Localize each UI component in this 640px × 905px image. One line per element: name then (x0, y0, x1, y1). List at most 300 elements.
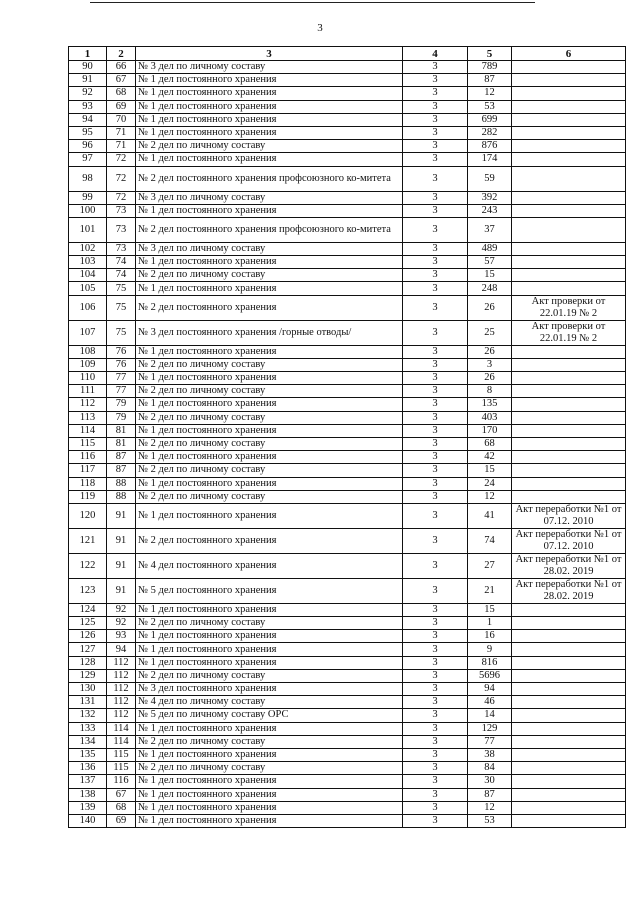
column-4-cell: 3 (403, 398, 468, 411)
note-cell (512, 630, 626, 643)
note-cell (512, 100, 626, 113)
table-row (69, 217, 626, 242)
row-number-cell: 94 (69, 113, 107, 126)
column-4-cell: 3 (403, 126, 468, 139)
table-row (69, 490, 626, 503)
table-row (69, 358, 626, 371)
column-4-cell: 3 (403, 709, 468, 722)
table-row (69, 735, 626, 748)
inventory-description-cell: № 2 дел постоянного хранения (136, 295, 403, 320)
table-row (69, 256, 626, 269)
inventory-description-cell: № 1 дел постоянного хранения (136, 256, 403, 269)
top-rule (90, 2, 535, 3)
row-number-cell: 113 (69, 411, 107, 424)
inventory-description-cell: № 2 дел по личному составу (136, 735, 403, 748)
fond-number-cell: 76 (107, 345, 136, 358)
column-4-cell: 3 (403, 814, 468, 827)
fond-number-cell: 92 (107, 603, 136, 616)
note-cell (512, 748, 626, 761)
row-number-cell: 126 (69, 630, 107, 643)
table-row (69, 477, 626, 490)
column-4-cell: 3 (403, 61, 468, 74)
file-count-cell: 15 (468, 603, 512, 616)
table-row (69, 372, 626, 385)
row-number-cell: 109 (69, 358, 107, 371)
inventory-description-cell: № 1 дел постоянного хранения (136, 126, 403, 139)
fond-number-cell: 77 (107, 385, 136, 398)
row-number-cell: 110 (69, 372, 107, 385)
note-cell (512, 788, 626, 801)
table-row (69, 801, 626, 814)
column-4-cell: 3 (403, 256, 468, 269)
inventory-description-cell: № 3 дел по личному составу (136, 61, 403, 74)
header-cell: 3 (136, 47, 403, 61)
row-number-cell: 136 (69, 762, 107, 775)
fond-number-cell: 73 (107, 242, 136, 255)
table-row (69, 424, 626, 437)
table-row (69, 683, 626, 696)
note-cell (512, 204, 626, 217)
column-4-cell: 3 (403, 464, 468, 477)
row-number-cell: 125 (69, 617, 107, 630)
table-row (69, 385, 626, 398)
row-number-cell: 96 (69, 140, 107, 153)
row-number-cell: 135 (69, 748, 107, 761)
column-4-cell: 3 (403, 100, 468, 113)
note-cell (512, 709, 626, 722)
column-4-cell: 3 (403, 656, 468, 669)
fond-number-cell: 112 (107, 656, 136, 669)
row-number-cell: 93 (69, 100, 107, 113)
note-cell (512, 683, 626, 696)
row-number-cell: 106 (69, 295, 107, 320)
fond-number-cell: 81 (107, 424, 136, 437)
table-row (69, 345, 626, 358)
row-number-cell: 95 (69, 126, 107, 139)
note-cell (512, 411, 626, 424)
fond-number-cell: 69 (107, 814, 136, 827)
inventory-description-cell: № 2 дел по личному составу (136, 762, 403, 775)
fond-number-cell: 92 (107, 617, 136, 630)
fond-number-cell: 91 (107, 578, 136, 603)
column-4-cell: 3 (403, 669, 468, 682)
table-row (69, 166, 626, 191)
column-4-cell: 3 (403, 345, 468, 358)
column-4-cell: 3 (403, 204, 468, 217)
fond-number-cell: 66 (107, 61, 136, 74)
table-row (69, 528, 626, 553)
column-4-cell: 3 (403, 320, 468, 345)
row-number-cell: 99 (69, 191, 107, 204)
table-row (69, 669, 626, 682)
inventory-description-cell: № 1 дел постоянного хранения (136, 282, 403, 295)
note-cell (512, 345, 626, 358)
note-cell (512, 451, 626, 464)
column-4-cell: 3 (403, 282, 468, 295)
column-4-cell: 3 (403, 578, 468, 603)
row-number-cell: 102 (69, 242, 107, 255)
header-cell: 2 (107, 47, 136, 61)
note-cell (512, 191, 626, 204)
file-count-cell: 27 (468, 553, 512, 578)
table-row (69, 762, 626, 775)
file-count-cell: 68 (468, 437, 512, 450)
table-row (69, 464, 626, 477)
column-4-cell: 3 (403, 528, 468, 553)
file-count-cell: 74 (468, 528, 512, 553)
inventory-description-cell: № 1 дел постоянного хранения (136, 345, 403, 358)
inventory-description-cell: № 1 дел постоянного хранения (136, 153, 403, 166)
file-count-cell: 248 (468, 282, 512, 295)
inventory-description-cell: № 1 дел постоянного хранения (136, 814, 403, 827)
inventory-description-cell: № 1 дел постоянного хранения (136, 74, 403, 87)
row-number-cell: 140 (69, 814, 107, 827)
row-number-cell: 92 (69, 87, 107, 100)
fond-number-cell: 114 (107, 735, 136, 748)
table-row (69, 411, 626, 424)
column-4-cell: 3 (403, 295, 468, 320)
note-cell: Акт переработки №1 от 28.02. 2019 (512, 553, 626, 578)
file-count-cell: 12 (468, 490, 512, 503)
fond-number-cell: 69 (107, 100, 136, 113)
column-4-cell: 3 (403, 372, 468, 385)
file-count-cell: 87 (468, 74, 512, 87)
fond-number-cell: 75 (107, 282, 136, 295)
table-row (69, 643, 626, 656)
table-row (69, 398, 626, 411)
note-cell: Акт проверки от 22.01.19 № 2 (512, 295, 626, 320)
note-cell (512, 398, 626, 411)
file-count-cell: 12 (468, 801, 512, 814)
table-row (69, 100, 626, 113)
fond-number-cell: 73 (107, 204, 136, 217)
fond-number-cell: 112 (107, 696, 136, 709)
row-number-cell: 129 (69, 669, 107, 682)
inventory-description-cell: № 1 дел постоянного хранения (136, 204, 403, 217)
fond-number-cell: 114 (107, 722, 136, 735)
table-row (69, 204, 626, 217)
note-cell (512, 166, 626, 191)
fond-number-cell: 87 (107, 451, 136, 464)
file-count-cell: 174 (468, 153, 512, 166)
row-number-cell: 112 (69, 398, 107, 411)
row-number-cell: 139 (69, 801, 107, 814)
fond-number-cell: 112 (107, 683, 136, 696)
note-cell (512, 87, 626, 100)
table-header-row (69, 47, 626, 61)
file-count-cell: 94 (468, 683, 512, 696)
row-number-cell: 105 (69, 282, 107, 295)
fond-number-cell: 77 (107, 372, 136, 385)
note-cell: Акт переработки №1 от 28.02. 2019 (512, 578, 626, 603)
note-cell (512, 113, 626, 126)
inventory-description-cell: № 5 дел постоянного хранения (136, 578, 403, 603)
fond-number-cell: 93 (107, 630, 136, 643)
column-4-cell: 3 (403, 113, 468, 126)
column-4-cell: 3 (403, 74, 468, 87)
fond-number-cell: 91 (107, 553, 136, 578)
inventory-description-cell: № 4 дел постоянного хранения (136, 553, 403, 578)
inventory-description-cell: № 2 дел по личному составу (136, 140, 403, 153)
fond-number-cell: 79 (107, 398, 136, 411)
inventory-description-cell: № 1 дел постоянного хранения (136, 801, 403, 814)
table-row (69, 295, 626, 320)
file-count-cell: 46 (468, 696, 512, 709)
note-cell (512, 437, 626, 450)
file-count-cell: 57 (468, 256, 512, 269)
table-row (69, 617, 626, 630)
column-4-cell: 3 (403, 166, 468, 191)
file-count-cell: 77 (468, 735, 512, 748)
file-count-cell: 3 (468, 358, 512, 371)
file-count-cell: 59 (468, 166, 512, 191)
inventory-description-cell: № 2 дел постоянного хранения профсоюзного ко-митета (136, 217, 403, 242)
fond-number-cell: 88 (107, 477, 136, 490)
fond-number-cell: 71 (107, 126, 136, 139)
file-count-cell: 26 (468, 345, 512, 358)
file-count-cell: 129 (468, 722, 512, 735)
inventory-description-cell: № 1 дел постоянного хранения (136, 372, 403, 385)
inventory-description-cell: № 1 дел постоянного хранения (136, 775, 403, 788)
note-cell (512, 217, 626, 242)
note-cell (512, 61, 626, 74)
file-count-cell: 26 (468, 372, 512, 385)
note-cell (512, 256, 626, 269)
file-count-cell: 9 (468, 643, 512, 656)
archive-table (68, 46, 626, 828)
header-cell: 5 (468, 47, 512, 61)
row-number-cell: 130 (69, 683, 107, 696)
file-count-cell: 392 (468, 191, 512, 204)
column-4-cell: 3 (403, 788, 468, 801)
fond-number-cell: 72 (107, 153, 136, 166)
row-number-cell: 138 (69, 788, 107, 801)
file-count-cell: 38 (468, 748, 512, 761)
inventory-description-cell: № 1 дел постоянного хранения (136, 748, 403, 761)
note-cell (512, 477, 626, 490)
column-4-cell: 3 (403, 643, 468, 656)
note-cell (512, 490, 626, 503)
row-number-cell: 107 (69, 320, 107, 345)
inventory-description-cell: № 4 дел по личному составу (136, 696, 403, 709)
row-number-cell: 103 (69, 256, 107, 269)
inventory-description-cell: № 2 дел по личному составу (136, 669, 403, 682)
fond-number-cell: 116 (107, 775, 136, 788)
note-cell (512, 269, 626, 282)
note-cell (512, 464, 626, 477)
column-4-cell: 3 (403, 762, 468, 775)
inventory-description-cell: № 2 дел постоянного хранения (136, 528, 403, 553)
table-row (69, 722, 626, 735)
table-row (69, 320, 626, 345)
note-cell (512, 603, 626, 616)
file-count-cell: 816 (468, 656, 512, 669)
fond-number-cell: 81 (107, 437, 136, 450)
note-cell (512, 617, 626, 630)
note-cell (512, 372, 626, 385)
column-4-cell: 3 (403, 217, 468, 242)
column-4-cell: 3 (403, 385, 468, 398)
note-cell (512, 126, 626, 139)
column-4-cell: 3 (403, 553, 468, 578)
fond-number-cell: 87 (107, 464, 136, 477)
inventory-description-cell: № 2 дел по личному составу (136, 385, 403, 398)
file-count-cell: 41 (468, 503, 512, 528)
header-cell: 4 (403, 47, 468, 61)
fond-number-cell: 72 (107, 166, 136, 191)
column-4-cell: 3 (403, 477, 468, 490)
fond-number-cell: 70 (107, 113, 136, 126)
row-number-cell: 116 (69, 451, 107, 464)
note-cell (512, 762, 626, 775)
fond-number-cell: 72 (107, 191, 136, 204)
file-count-cell: 26 (468, 295, 512, 320)
column-4-cell: 3 (403, 451, 468, 464)
header-cell: 6 (512, 47, 626, 61)
column-4-cell: 3 (403, 683, 468, 696)
row-number-cell: 115 (69, 437, 107, 450)
inventory-description-cell: № 1 дел постоянного хранения (136, 100, 403, 113)
row-number-cell: 118 (69, 477, 107, 490)
file-count-cell: 170 (468, 424, 512, 437)
table-row (69, 553, 626, 578)
column-4-cell: 3 (403, 153, 468, 166)
fond-number-cell: 112 (107, 709, 136, 722)
table-row (69, 282, 626, 295)
table-row (69, 153, 626, 166)
inventory-description-cell: № 2 дел по личному составу (136, 269, 403, 282)
fond-number-cell: 67 (107, 74, 136, 87)
row-number-cell: 117 (69, 464, 107, 477)
row-number-cell: 128 (69, 656, 107, 669)
column-4-cell: 3 (403, 503, 468, 528)
fond-number-cell: 115 (107, 762, 136, 775)
file-count-cell: 15 (468, 464, 512, 477)
inventory-description-cell: № 1 дел постоянного хранения (136, 630, 403, 643)
note-cell (512, 643, 626, 656)
column-4-cell: 3 (403, 630, 468, 643)
row-number-cell: 104 (69, 269, 107, 282)
table-row (69, 140, 626, 153)
row-number-cell: 100 (69, 204, 107, 217)
inventory-description-cell: № 1 дел постоянного хранения (136, 603, 403, 616)
fond-number-cell: 115 (107, 748, 136, 761)
fond-number-cell: 74 (107, 269, 136, 282)
file-count-cell: 1 (468, 617, 512, 630)
inventory-description-cell: № 1 дел постоянного хранения (136, 643, 403, 656)
fond-number-cell: 75 (107, 320, 136, 345)
file-count-cell: 699 (468, 113, 512, 126)
column-4-cell: 3 (403, 617, 468, 630)
fond-number-cell: 91 (107, 528, 136, 553)
fond-number-cell: 91 (107, 503, 136, 528)
column-4-cell: 3 (403, 358, 468, 371)
file-count-cell: 37 (468, 217, 512, 242)
file-count-cell: 21 (468, 578, 512, 603)
row-number-cell: 124 (69, 603, 107, 616)
table-row (69, 242, 626, 255)
table-row (69, 451, 626, 464)
fond-number-cell: 76 (107, 358, 136, 371)
note-cell (512, 735, 626, 748)
table-row (69, 656, 626, 669)
file-count-cell: 282 (468, 126, 512, 139)
file-count-cell: 876 (468, 140, 512, 153)
note-cell (512, 385, 626, 398)
column-4-cell: 3 (403, 801, 468, 814)
file-count-cell: 8 (468, 385, 512, 398)
fond-number-cell: 79 (107, 411, 136, 424)
row-number-cell: 131 (69, 696, 107, 709)
column-4-cell: 3 (403, 269, 468, 282)
table-row (69, 61, 626, 74)
inventory-description-cell: № 2 дел по личному составу (136, 490, 403, 503)
file-count-cell: 16 (468, 630, 512, 643)
inventory-description-cell: № 1 дел постоянного хранения (136, 398, 403, 411)
note-cell (512, 74, 626, 87)
note-cell (512, 656, 626, 669)
note-cell (512, 722, 626, 735)
table-row (69, 709, 626, 722)
table-row (69, 603, 626, 616)
inventory-description-cell: № 1 дел постоянного хранения (136, 451, 403, 464)
row-number-cell: 132 (69, 709, 107, 722)
column-4-cell: 3 (403, 242, 468, 255)
file-count-cell: 789 (468, 61, 512, 74)
column-4-cell: 3 (403, 748, 468, 761)
file-count-cell: 25 (468, 320, 512, 345)
inventory-description-cell: № 1 дел постоянного хранения (136, 656, 403, 669)
inventory-description-cell: № 2 дел по личному составу (136, 358, 403, 371)
column-4-cell: 3 (403, 140, 468, 153)
fond-number-cell: 68 (107, 87, 136, 100)
fond-number-cell: 74 (107, 256, 136, 269)
note-cell: Акт проверки от 22.01.19 № 2 (512, 320, 626, 345)
row-number-cell: 101 (69, 217, 107, 242)
inventory-description-cell: № 3 дел постоянного хранения (136, 683, 403, 696)
row-number-cell: 137 (69, 775, 107, 788)
row-number-cell: 119 (69, 490, 107, 503)
inventory-description-cell: № 1 дел постоянного хранения (136, 788, 403, 801)
column-4-cell: 3 (403, 191, 468, 204)
table-row (69, 191, 626, 204)
note-cell (512, 282, 626, 295)
row-number-cell: 127 (69, 643, 107, 656)
note-cell (512, 696, 626, 709)
note-cell (512, 242, 626, 255)
table-row (69, 748, 626, 761)
note-cell (512, 669, 626, 682)
file-count-cell: 243 (468, 204, 512, 217)
column-4-cell: 3 (403, 490, 468, 503)
row-number-cell: 123 (69, 578, 107, 603)
inventory-description-cell: № 2 дел по личному составу (136, 437, 403, 450)
row-number-cell: 108 (69, 345, 107, 358)
file-count-cell: 42 (468, 451, 512, 464)
column-4-cell: 3 (403, 722, 468, 735)
file-count-cell: 53 (468, 814, 512, 827)
note-cell: Акт переработки №1 от 07.12. 2010 (512, 528, 626, 553)
row-number-cell: 133 (69, 722, 107, 735)
inventory-description-cell: № 1 дел постоянного хранения (136, 424, 403, 437)
inventory-description-cell: № 2 дел по личному составу (136, 411, 403, 424)
table-row (69, 269, 626, 282)
fond-number-cell: 68 (107, 801, 136, 814)
inventory-description-cell: № 1 дел постоянного хранения (136, 722, 403, 735)
file-count-cell: 53 (468, 100, 512, 113)
table-row (69, 788, 626, 801)
row-number-cell: 91 (69, 74, 107, 87)
